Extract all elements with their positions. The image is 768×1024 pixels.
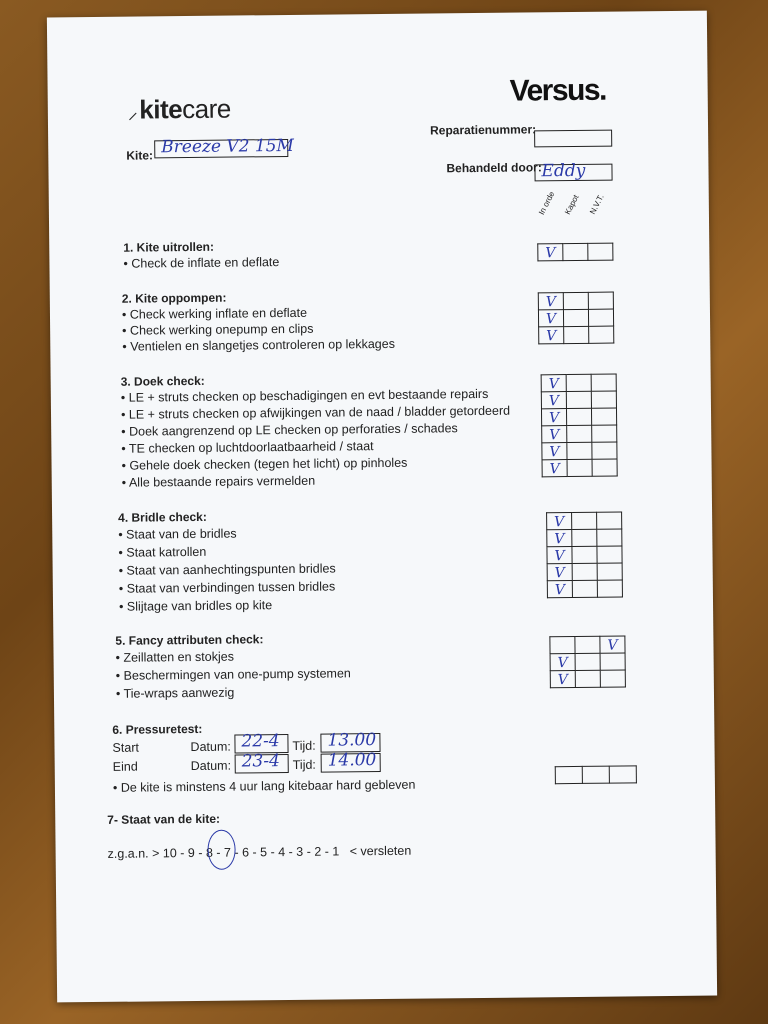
- check-cell[interactable]: [609, 766, 636, 783]
- check-cell[interactable]: [575, 670, 600, 687]
- check-cell[interactable]: [591, 374, 616, 391]
- end-date-field[interactable]: 23-4: [235, 754, 289, 774]
- section-3-item: • Alle bestaande repairs vermelden: [122, 474, 316, 490]
- checklist-paper: [47, 11, 717, 1003]
- section-3-item: • LE + struts checken op afwijkingen van de naad / bladder getordeerd: [121, 404, 510, 422]
- selected-rating-circle: [207, 830, 235, 870]
- versus-logo: Versus.: [509, 73, 607, 108]
- check-cell[interactable]: [592, 442, 617, 459]
- check-cell[interactable]: [572, 546, 597, 563]
- section-5-item: • Tie-wraps aanwezig: [116, 686, 234, 701]
- check-cell[interactable]: [567, 442, 592, 459]
- check-cell[interactable]: V: [547, 564, 572, 581]
- check-cell[interactable]: [597, 563, 622, 580]
- kite-value: Breeze V2 15M: [161, 135, 295, 158]
- check-cell[interactable]: [597, 546, 622, 563]
- check-cell[interactable]: [575, 653, 600, 670]
- section-4-item: • Slijtage van bridles op kite: [119, 598, 272, 614]
- section-3-grid: [541, 374, 618, 478]
- check-cell[interactable]: [564, 326, 589, 343]
- section-5-title: 5. Fancy attributen check:: [115, 632, 264, 648]
- section-2-grid: [538, 292, 615, 345]
- handled-by-field[interactable]: [534, 160, 612, 182]
- col-nvt: N.V.T.: [587, 192, 606, 216]
- check-cell[interactable]: V: [547, 547, 572, 564]
- condition-title: 7- Staat van de kite:: [107, 811, 221, 827]
- kite-bird-icon: ⸝: [127, 101, 138, 124]
- start-date-field[interactable]: 22-4: [234, 734, 288, 754]
- check-cell[interactable]: V: [541, 409, 566, 426]
- start-time-field[interactable]: 13.00: [320, 733, 380, 753]
- kite-label: Kite:: [126, 148, 154, 163]
- check-cell[interactable]: [572, 580, 597, 597]
- start-label: Start: [112, 740, 139, 755]
- check-cell[interactable]: [563, 243, 588, 260]
- section-4-item: • Staat van de bridles: [118, 527, 236, 542]
- pressure-note: • De kite is minstens 4 uur lang kitebaar hard gebleven: [113, 778, 416, 795]
- section-4-grid: [546, 511, 623, 598]
- col-in-orde: In orde: [536, 190, 557, 217]
- check-cell[interactable]: [566, 408, 591, 425]
- section-2-title: 2. Kite oppompen:: [121, 290, 227, 306]
- section-5-item: • Beschermingen van one-pump systemen: [116, 666, 351, 682]
- section-3-item: • Gehele doek checken (tegen het licht) op pinholes: [121, 456, 407, 473]
- section-4-title: 4. Bridle check:: [118, 509, 207, 525]
- check-cell[interactable]: V: [542, 460, 567, 477]
- section-1-item: • Check de inflate en deflate: [123, 255, 279, 271]
- check-cell[interactable]: [555, 766, 582, 783]
- section-3-item: • Doek aangrenzend op LE checken op perforaties / schades: [121, 421, 458, 439]
- section-3-item: • LE + struts checken op beschadigingen en evt bestaande repairs: [121, 387, 489, 405]
- start-time-label: Tijd:: [292, 738, 316, 753]
- check-cell[interactable]: [600, 653, 625, 670]
- kitecare-logo: ⸝kitecare: [127, 93, 231, 125]
- start-date-label: Datum:: [190, 739, 231, 755]
- section-2-item: • Check werking inflate en deflate: [122, 306, 307, 322]
- check-cell[interactable]: [572, 529, 597, 546]
- handled-by-value: Eddy: [541, 160, 586, 182]
- check-cell[interactable]: V: [550, 653, 575, 670]
- section-4-item: • Staat van verbindingen tussen bridles: [119, 579, 335, 595]
- check-cell[interactable]: [563, 292, 588, 309]
- section-1-grid: [537, 243, 613, 262]
- col-kapot: Kapot: [562, 193, 581, 217]
- section-2-item: • Ventielen en slangetjes controleren op lekkages: [122, 337, 395, 354]
- check-cell[interactable]: [600, 670, 625, 687]
- check-cell[interactable]: [567, 459, 592, 476]
- section-4-item: • Staat katrollen: [118, 545, 206, 560]
- check-cell[interactable]: V: [547, 513, 572, 530]
- section-5-item: • Zeillatten en stokjes: [115, 650, 233, 665]
- check-cell[interactable]: V: [539, 327, 564, 344]
- condition-scale: z.g.a.n. > 10 - 9 - 8 - 7 - 6 - 5 - 4 - 3 - 2 - 1 < versleten: [107, 843, 412, 861]
- end-time-field[interactable]: 14.00: [321, 753, 381, 773]
- check-cell[interactable]: [588, 243, 613, 260]
- check-cell[interactable]: V: [541, 392, 566, 409]
- check-cell[interactable]: [591, 408, 616, 425]
- end-time-label: Tijd:: [292, 757, 316, 772]
- check-cell[interactable]: [572, 563, 597, 580]
- end-date-label: Datum:: [190, 758, 232, 774]
- check-cell[interactable]: [566, 391, 591, 408]
- check-cell[interactable]: V: [542, 426, 567, 443]
- check-cell[interactable]: [550, 636, 575, 653]
- check-cell[interactable]: [597, 512, 622, 529]
- check-cell[interactable]: [589, 326, 614, 343]
- check-cell[interactable]: [563, 309, 588, 326]
- check-cell[interactable]: [566, 374, 591, 391]
- check-cell[interactable]: [592, 459, 617, 476]
- section-5-grid: [549, 635, 626, 688]
- check-cell[interactable]: [582, 766, 609, 783]
- check-cell[interactable]: [572, 512, 597, 529]
- check-cell[interactable]: V: [550, 670, 575, 687]
- check-cell[interactable]: V: [542, 443, 567, 460]
- check-cell[interactable]: [575, 636, 600, 653]
- check-cell[interactable]: V: [538, 293, 563, 310]
- check-cell[interactable]: [588, 292, 613, 309]
- check-cell[interactable]: V: [547, 530, 572, 547]
- check-cell[interactable]: V: [538, 244, 563, 261]
- kite-field[interactable]: [154, 135, 295, 158]
- handled-by-label: Behandeld door:: [446, 160, 542, 176]
- check-cell[interactable]: [591, 391, 616, 408]
- check-cell[interactable]: V: [541, 375, 566, 392]
- repair-number-field[interactable]: [534, 130, 612, 148]
- repair-number-label: Reparatienummer:: [429, 122, 537, 138]
- check-cell[interactable]: [588, 309, 613, 326]
- section-1-title: 1. Kite uitrollen:: [123, 239, 215, 255]
- pressure-title: 6. Pressuretest:: [112, 721, 203, 737]
- section-3-item: • TE checken op luchtdoorlaatbaarheid / staat: [121, 439, 373, 456]
- section-3-title: 3. Doek check:: [120, 373, 205, 389]
- section-2-item: • Check werking onepump en clips: [122, 322, 313, 338]
- check-cell[interactable]: V: [547, 581, 572, 598]
- pressure-grid: [555, 765, 637, 784]
- check-cell[interactable]: V: [538, 310, 563, 327]
- check-cell[interactable]: V: [600, 636, 625, 653]
- check-cell[interactable]: [597, 529, 622, 546]
- check-cell[interactable]: [597, 580, 622, 597]
- check-cell[interactable]: [592, 425, 617, 442]
- check-cell[interactable]: [567, 425, 592, 442]
- section-4-item: • Staat van aanhechtingspunten bridles: [119, 561, 336, 577]
- end-label: Eind: [112, 759, 138, 774]
